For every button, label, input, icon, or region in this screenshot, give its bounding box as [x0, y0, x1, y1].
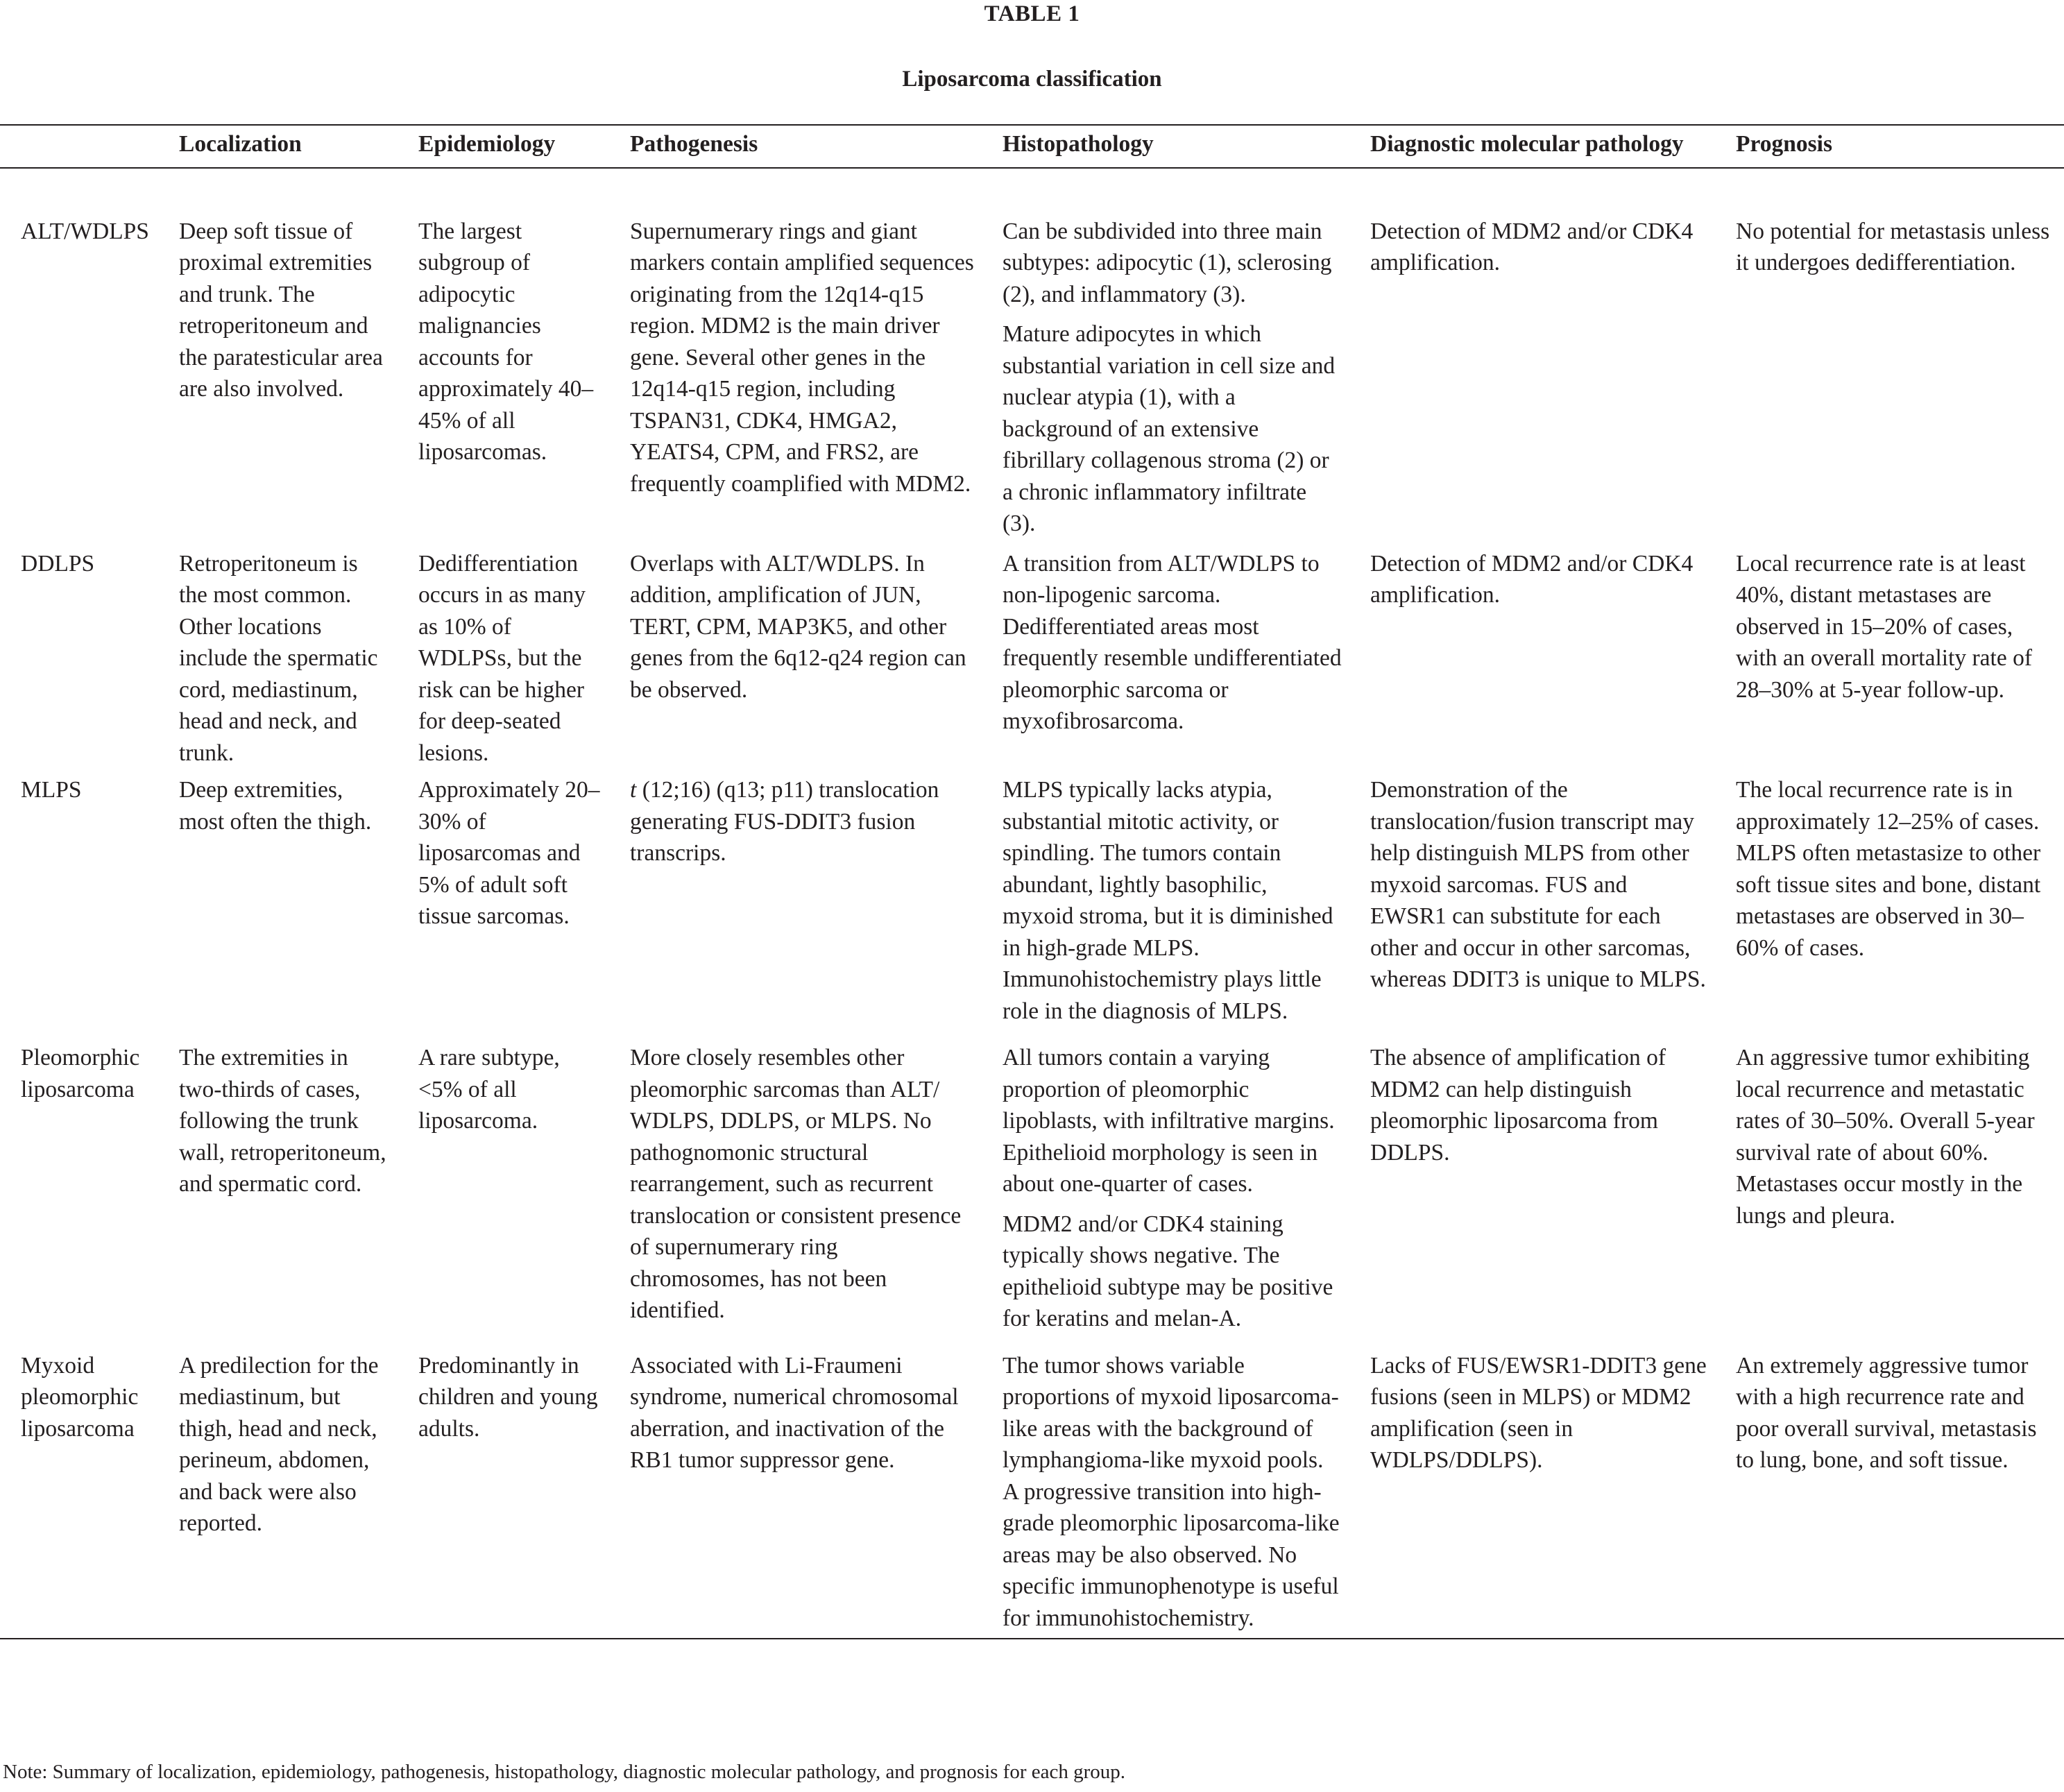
row-type: ALT/WDLPS — [21, 218, 149, 244]
header-localization: Localization — [158, 125, 398, 168]
cell-pathogenesis — [609, 769, 982, 1027]
cell-histopathology — [982, 1027, 1349, 1335]
cell-prognosis: An aggressive tumor exhibiting local recurrence and metastatic rates of 30–50%. Overall 5-year survival rate of about 60%. Metastases occur mostly in the lungs and pleura. — [1736, 1045, 2035, 1229]
cell-prognosis: An extremely aggressive tumor with a high recurrence rate and poor overall survival, metastasis to lung, bone, and soft tissue. — [1715, 1335, 2064, 1639]
table-note: Note: Summary of localization, epidemiology, pathogenesis, histopathology, diagnostic molecular pathology, and prognosis for each group. — [3, 1761, 1126, 1783]
cell-pathogenesis: Associated with Li-Fraumeni syndrome, numerical chromosomal aberration, and inactivation of the RB1 tumor suppressor gene. — [609, 1335, 982, 1639]
header-prognosis: Prognosis — [1715, 125, 2064, 168]
histopathology-paragraph: Can be subdivided into three main subtypes: adipocytic (1), sclerosing (2), and inflammatory (3). — [1003, 218, 1332, 307]
histopathology-paragraph: Mature adipocytes in which substantial variation in cell size and nuclear atypia (1), with a background of an extensive fibrillary collagenous stroma (2) or a chronic inflammatory infiltrate (3). — [1003, 321, 1336, 536]
cell-epidemiology: Dedifferentiation occurs in as many as 10% of WDLPSs, but the risk can be higher for deep-seated lesions. — [418, 550, 586, 766]
cell-histopathology — [982, 769, 1349, 1027]
cell-localization: Deep extremities, most often the thigh. — [179, 777, 372, 835]
cell-localization: A predilection for the mediastinum, but thigh, head and neck, perineum, abdomen, and back were also reported. — [158, 1335, 398, 1639]
cell-histopathology — [982, 1335, 1349, 1639]
header-molecular-pathology: Diagnostic molecular pathology — [1349, 125, 1715, 168]
row-type: Pleomorphic liposarcoma — [21, 1045, 140, 1102]
cell-epidemiology: Predominantly in children and young adults. — [398, 1335, 609, 1639]
header-pathogenesis: Pathogenesis — [609, 125, 982, 168]
cell-molecular-pathology: Detection of MDM2 and/or CDK4 amplification. — [1370, 550, 1694, 608]
cell-epidemiology: A rare subtype, <5% of all liposarcoma. — [418, 1045, 560, 1134]
row-type: MLPS — [21, 777, 82, 803]
table-title: Liposarcoma classification — [902, 67, 1162, 92]
cell-prognosis: Local recurrence rate is at least 40%, distant metastases are observed in 15–20% of cases, with an overall mortality rate of 28–30% at 5-year follow-up. — [1736, 550, 2032, 703]
cell-molecular-pathology: Demonstration of the translocation/fusion transcript may help distinguish MLPS from other myxoid sarcomas. FUS and EWSR1 can substitute for each other and occur in other sarcomas, whereas DDIT3 is unique to MLPS. — [1370, 777, 1706, 992]
cell-localization: Deep soft tissue of proximal extremities and trunk. The retroperitoneum and the paratesticular area are also involved. — [179, 218, 383, 402]
cell-epidemiology: Approximately 20–30% of liposarcomas and 5% of adult soft tissue sarcomas. — [418, 777, 600, 929]
cell-pathogenesis: Overlaps with ALT/WDLPS. In addition, amplification of JUN, TERT, CPM, MAP3K5, and other genes from the 6q12-q24 region can be observed. — [630, 550, 966, 703]
row-type: Myxoid pleomorphic liposarcoma — [0, 1335, 158, 1639]
row-type: DDLPS — [21, 550, 95, 577]
cell-molecular-pathology: Detection of MDM2 and/or CDK4 amplification. — [1370, 218, 1694, 275]
cell-molecular-pathology: Lacks of FUS/EWSR1-DDIT3 gene fusions (seen in MLPS) or MDM2 amplification (seen in WDLPS/DDLPS). — [1349, 1335, 1715, 1639]
table-row — [0, 540, 2064, 769]
cell-epidemiology: The largest subgroup of adipocytic malignancies accounts for approximately 40–45% of all liposarcomas. — [418, 218, 594, 465]
cell-histopathology — [982, 168, 1349, 540]
histopathology-paragraph: MDM2 and/or CDK4 staining typically shows negative. The epithelioid subtype may be positive for keratins and melan-A. — [1003, 1211, 1333, 1331]
cell-histopathology — [982, 540, 1349, 769]
header-epidemiology: Epidemiology — [398, 125, 609, 168]
cell-prognosis: The local recurrence rate is in approximately 12–25% of cases. MLPS often metastasize to other soft tissue sites and bone, distant metastases are observed in 30–60% of cases. — [1736, 777, 2041, 961]
cell-molecular-pathology: The absence of amplification of MDM2 can help distinguish pleomorphic liposarcoma from DDLPS. — [1370, 1045, 1666, 1166]
cell-pathogenesis: More closely resembles other pleomorphic sarcomas than ALT/ WDLPS, DDLPS, or MLPS. No pathognomonic structural rearrangement, such as recurrent translocation or consistent presence of supernumerary ring chromosomes, has not been identified. — [630, 1045, 962, 1323]
cell-localization: The extremities in two-thirds of cases, following the trunk wall, retroperitoneum, and spermatic cord. — [179, 1045, 386, 1197]
histopathology-paragraph: All tumors contain a varying proportion of pleomorphic lipoblasts, with infiltrative margins. Epithelioid morphology is seen in about one-quarter of cases. — [1003, 1045, 1335, 1197]
liposarcoma-table — [0, 124, 2064, 1639]
histopathology-paragraph: A transition from ALT/WDLPS to non-lipogenic sarcoma. Dedifferentiated areas most frequently resemble undifferentiated pleomorphic sarcoma or myxofibrosarcoma. — [1003, 550, 1342, 734]
pathogenesis-text: (12;16) (q13; p11) translocation generating FUS-DDIT3 fusion transcrips. — [630, 777, 939, 866]
table-row — [0, 1335, 2064, 1639]
header-histopathology: Histopathology — [982, 125, 1349, 168]
table-row — [0, 769, 2064, 1027]
cell-prognosis: No potential for metastasis unless it undergoes dedifferentiation. — [1736, 218, 2050, 275]
table-header-row — [0, 125, 2064, 168]
pathogenesis-italic-t: t — [630, 777, 637, 803]
table-row — [0, 1027, 2064, 1335]
table-row — [0, 168, 2064, 540]
histopathology-paragraph: MLPS typically lacks atypia, substantial mitotic activity, or spindling. The tumors contain abundant, lightly basophilic, myxoid stroma, but it is diminished in high-grade MLPS. Immunohistochemistry plays little role in the diagnosis of MLPS. — [1003, 777, 1333, 1024]
table-label: TABLE 1 — [984, 1, 1080, 26]
cell-localization: Retroperitoneum is the most common. Other locations include the spermatic cord, mediastinum, head and neck, and trunk. — [179, 550, 378, 766]
histopathology-paragraph: The tumor shows variable proportions of myxoid liposarcoma-like areas with the background of lymphangioma-like myxoid pools. A progressive transition into high-grade pleomorphic liposarcoma-like areas may be also observed. No specific immunophenotype is useful for immunohistochemistry. — [1003, 1352, 1340, 1631]
cell-pathogenesis: Supernumerary rings and giant markers contain amplified sequences originating from the 12q14-q15 region. MDM2 is the main driver gene. Several other genes in the 12q14-q15 region, including TSPAN31, CDK4, HMGA2, YEATS4, CPM, and FRS2, are frequently coamplified with MDM2. — [630, 218, 974, 497]
header-empty — [0, 125, 158, 168]
